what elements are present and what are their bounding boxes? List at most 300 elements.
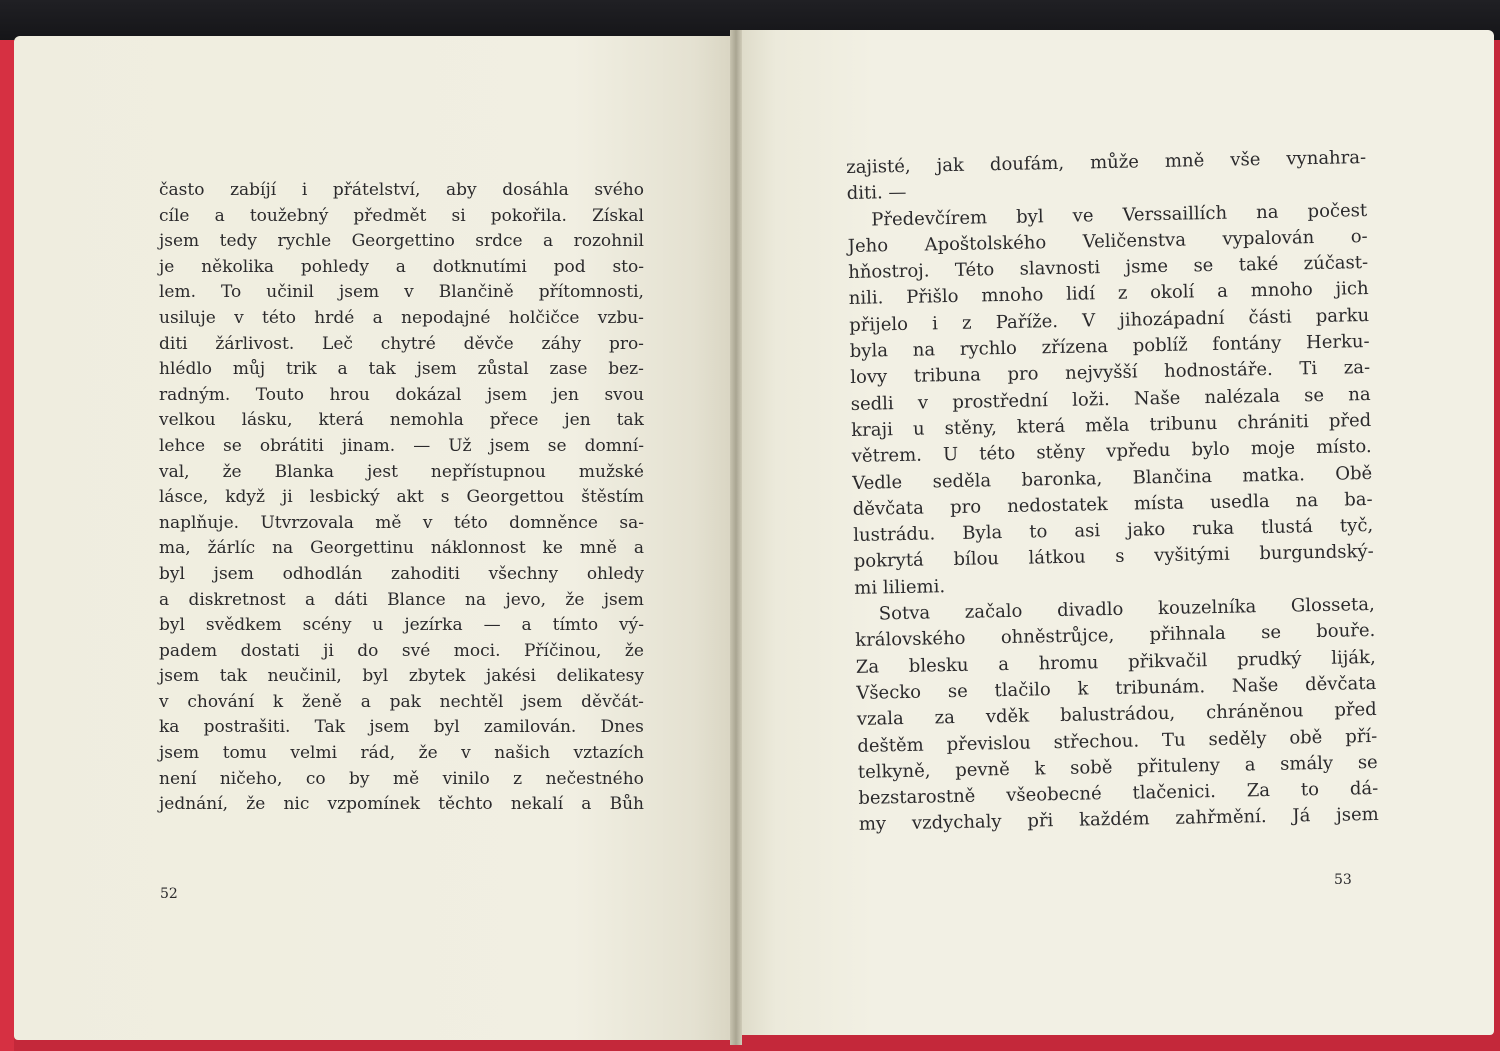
word: svědkem (205, 615, 282, 636)
word: začalo (964, 600, 1023, 623)
word: holčičce (508, 307, 580, 328)
word: zůstal (477, 359, 529, 380)
word: že (565, 589, 585, 610)
word: jsem (522, 691, 563, 712)
word: jich (1335, 278, 1369, 301)
word: liják, (1331, 646, 1376, 669)
word: této (453, 512, 488, 533)
word: kouzelníka (1157, 596, 1257, 620)
word: přátelství, (332, 180, 421, 200)
word: lustrádu. (853, 523, 936, 547)
word: ba- (1344, 488, 1373, 511)
word: co (305, 768, 326, 789)
word: místo. (1315, 436, 1372, 459)
word: ruka (1192, 517, 1235, 540)
word: Blančina (1132, 465, 1213, 489)
word: U (942, 444, 959, 466)
word: našich (494, 743, 551, 764)
word: mnoho (1250, 279, 1313, 302)
word: a (304, 589, 316, 610)
text-line (159, 690, 644, 716)
word: dotknutími (432, 256, 527, 277)
word: domněnce (509, 512, 598, 533)
word: divadlo (1056, 598, 1124, 622)
word: Utvrzovala (260, 512, 354, 533)
word: seděla (932, 469, 992, 492)
word: počest (1307, 199, 1368, 222)
word: jsem (416, 359, 457, 380)
word: to (1029, 521, 1048, 543)
word: zabíjí (230, 180, 277, 200)
word: akt (396, 487, 424, 508)
word: vzpomínek (327, 794, 421, 815)
text-line (159, 767, 644, 793)
word: mnoho (981, 284, 1044, 307)
word: my (858, 813, 887, 836)
word: Veličenstva (1082, 229, 1187, 253)
word: mně (579, 538, 617, 559)
word: bílou (953, 548, 1000, 571)
word: a (633, 538, 644, 559)
word: přijelo (849, 313, 909, 336)
word: nalézala (1204, 385, 1281, 408)
text-line (159, 255, 644, 281)
word: bylo (1191, 438, 1230, 461)
word: tyč, (1339, 515, 1374, 537)
word: není (159, 768, 197, 789)
word: postrašiti. (203, 717, 291, 738)
word: královského (855, 628, 966, 652)
word: se (1303, 384, 1325, 406)
word: i (301, 180, 308, 200)
word: Blančině (438, 282, 514, 303)
word: ohledy (586, 563, 644, 584)
word: matka. (1242, 463, 1306, 487)
word: Získal (592, 205, 644, 226)
word: — (483, 615, 501, 636)
word: z (961, 312, 972, 334)
word: na (465, 589, 487, 610)
word: bez- (608, 359, 644, 380)
word: děvčata (1304, 672, 1377, 696)
word: hodnostáře. (1164, 359, 1273, 383)
word: pevně (955, 758, 1011, 781)
word: obrátiti (259, 435, 324, 456)
word: všechny (488, 563, 559, 584)
word: balustrádou, (1059, 703, 1176, 727)
word: aby (446, 180, 477, 200)
word: byl (362, 666, 389, 687)
text-line (159, 613, 644, 639)
word: přikvačil (1127, 649, 1208, 673)
word: jsem (486, 384, 528, 405)
word: sa- (619, 512, 644, 533)
word: — (413, 435, 431, 456)
word: nechtěl (439, 691, 504, 712)
word: přihnala (1149, 623, 1227, 646)
word: chráněnou (1205, 700, 1304, 724)
word: své (401, 640, 431, 661)
word: vyšitými (1153, 544, 1230, 567)
word: doufám, (989, 152, 1065, 176)
word: byl (159, 615, 185, 636)
word: Paříže. (995, 310, 1059, 333)
word: že (624, 640, 644, 661)
word: prudký (1236, 647, 1302, 671)
word: Já (1292, 805, 1311, 827)
word: jednání, (159, 794, 229, 815)
word: před (1328, 409, 1372, 432)
word: jsem (1336, 804, 1379, 827)
word: o- (1350, 225, 1368, 248)
word: jen (552, 384, 579, 405)
word: nepřístupnou (430, 461, 546, 482)
word: každém (1078, 808, 1150, 832)
word: ve (1072, 204, 1094, 227)
word: jak (936, 154, 965, 177)
word: jezírka (404, 615, 463, 636)
word: s (440, 487, 450, 508)
word: ji (281, 487, 293, 508)
word: mužské (578, 461, 644, 482)
word: prostřední (952, 389, 1049, 413)
word: a (159, 589, 170, 610)
word: to (1300, 779, 1320, 801)
word: tak (368, 359, 396, 380)
word: dokázal (395, 384, 462, 405)
book-gutter (730, 30, 742, 1045)
word: těchto (438, 794, 493, 815)
word: vý- (619, 615, 644, 636)
word: jsem (603, 589, 644, 610)
word: naplňuje. (159, 512, 240, 533)
word: liliemi. (882, 575, 946, 599)
word: nepodajné (401, 307, 491, 328)
word: větrem. (851, 444, 923, 468)
word: v (234, 307, 244, 328)
word: tomu (222, 743, 267, 764)
word: a (581, 794, 592, 815)
word: scény (302, 615, 352, 636)
word: učinil (266, 282, 314, 303)
word: byl (159, 563, 185, 584)
word: V (1081, 310, 1096, 332)
word: Touto (255, 384, 305, 405)
text-line (159, 715, 644, 741)
word: přece (489, 410, 539, 431)
word: v (159, 691, 169, 712)
word: stěny (1036, 441, 1086, 464)
word: části (1248, 306, 1292, 329)
word: vinilo (442, 768, 490, 789)
word: této (262, 307, 296, 328)
word: ke (542, 538, 563, 559)
word: jsem (369, 717, 410, 738)
word: lidí (1065, 283, 1096, 306)
text-line (159, 460, 644, 486)
word: se (223, 435, 242, 456)
word: hňostroj. (848, 260, 930, 284)
word: na (1348, 383, 1371, 406)
word: srdce (475, 231, 523, 252)
word: domní- (584, 435, 644, 456)
word: jsem (338, 282, 380, 303)
word: bezstarostně (858, 785, 976, 810)
word: pro (949, 496, 982, 518)
word: nili. (848, 287, 884, 310)
word: děvčata (852, 497, 925, 520)
word: nečestného (545, 768, 644, 789)
word: u (372, 615, 384, 636)
word: tlačilo (994, 679, 1051, 702)
word: Přišlo (906, 286, 959, 309)
word: Vedle (852, 471, 903, 494)
word: tak (219, 666, 248, 687)
word: může (1089, 151, 1140, 174)
word: si (451, 205, 466, 226)
word: tedy (219, 231, 258, 252)
word: diti. (846, 182, 889, 205)
word: Dnes (600, 717, 644, 738)
word: a (521, 615, 532, 636)
word: k (1077, 678, 1089, 700)
word: poblíž (1132, 334, 1188, 357)
word: pohledy (300, 256, 369, 277)
word: svého (594, 180, 644, 200)
word: všeobecné (1006, 783, 1102, 807)
word: telkyně, (857, 760, 931, 783)
word: do (357, 640, 379, 661)
right-page-text (846, 145, 1379, 839)
word: štěstím (581, 487, 644, 508)
word: Tak (314, 717, 346, 738)
word: burgundský- (1259, 541, 1374, 565)
word: neučinil, (267, 666, 342, 687)
word: nekalí (510, 794, 564, 815)
word: můj (232, 359, 266, 380)
word: a (1244, 754, 1256, 776)
word: radným. (159, 384, 231, 405)
word: náklonnost (430, 538, 526, 559)
word: pro (1007, 363, 1039, 386)
text-line (159, 562, 644, 588)
word: jest (367, 461, 398, 482)
word: jako (1126, 519, 1166, 541)
word: v (404, 282, 414, 303)
word: ženě (301, 691, 342, 712)
word: Už (448, 435, 472, 456)
word: Sotva (878, 602, 931, 625)
word: byl (433, 717, 460, 738)
text-line (159, 383, 644, 409)
word: na (1255, 201, 1279, 223)
text-line (159, 408, 644, 434)
word: že (418, 743, 438, 764)
word: a (360, 691, 371, 712)
word: tribuna (913, 364, 982, 388)
word: jsem (489, 435, 530, 456)
word: svou (604, 384, 644, 405)
word: To (221, 282, 242, 303)
word: a (395, 256, 406, 277)
word: mi (854, 577, 884, 599)
word: že (222, 461, 242, 482)
word: na (272, 538, 294, 559)
word: hlédlo (159, 359, 213, 380)
word: okolí (1150, 281, 1195, 304)
word: baronka, (1021, 467, 1103, 491)
word: cíle (159, 205, 190, 226)
word: přituleny (1136, 754, 1221, 778)
word: k (1034, 758, 1046, 780)
word: mě (375, 512, 402, 533)
word: se (1193, 255, 1214, 277)
word: děvče (463, 333, 514, 354)
word: dostati (240, 640, 300, 661)
word: ničeho, (219, 768, 283, 789)
word: látkou (1028, 546, 1086, 570)
word: deštěm (857, 734, 924, 757)
word: asi (1074, 520, 1101, 542)
word: a (337, 359, 348, 380)
word: lovy (850, 366, 888, 389)
word: lásku, (241, 410, 293, 431)
word: na (912, 339, 936, 361)
word: parku (1315, 304, 1370, 327)
word: když (225, 487, 265, 508)
word: dáti (334, 589, 368, 610)
word: u (912, 418, 925, 440)
text-line (159, 229, 644, 255)
text-line (159, 511, 644, 537)
word: záhy (541, 333, 582, 354)
word: ma, (159, 538, 191, 559)
word: chrániti (1237, 411, 1309, 434)
word: pokořila. (490, 205, 567, 226)
word: jsem (213, 563, 254, 584)
word: Blanka (274, 461, 335, 482)
word: s (1115, 546, 1125, 568)
word: Georgettou (466, 487, 565, 508)
word: slavnosti (1019, 257, 1101, 280)
word: která (318, 410, 364, 431)
word: loži. (1071, 388, 1110, 411)
word: seděly (1208, 727, 1267, 750)
text-line (159, 639, 644, 665)
word: Bůh (609, 794, 644, 815)
text-line (159, 536, 644, 562)
word: ji (323, 640, 334, 661)
word: se (1260, 622, 1282, 644)
word: při (1027, 810, 1054, 833)
text-line (159, 178, 644, 204)
word: hromu (1038, 651, 1099, 675)
word: zřízena (1041, 336, 1109, 359)
word: z (1117, 283, 1128, 305)
word: a (543, 231, 554, 252)
word: rychlo (959, 337, 1018, 360)
word: k (272, 691, 284, 712)
word: místa (1133, 492, 1185, 515)
word: rozohnil (573, 231, 644, 252)
word: a (998, 653, 1010, 675)
word: velmi (290, 743, 338, 764)
word: jen (564, 410, 591, 431)
word: a (214, 205, 225, 226)
word: nejvyšší (1064, 361, 1138, 385)
page-number-left: 52 (160, 886, 178, 902)
word: sobě (1069, 756, 1113, 779)
word: vzbu- (597, 307, 644, 328)
word: diskretnost (188, 589, 286, 610)
word: Apoštolského (924, 232, 1047, 256)
word: rychle (277, 231, 332, 252)
word: chytré (380, 333, 436, 354)
word: v (422, 512, 433, 533)
word: stěny, (944, 417, 998, 440)
word: Glosseta, (1290, 593, 1375, 617)
word: Byla (962, 522, 1003, 544)
word: ohněstrůjce, (1000, 625, 1115, 649)
word: Verssaillích (1122, 202, 1228, 226)
word: Georgettinu (310, 538, 415, 559)
word: této (979, 443, 1016, 465)
text-line (159, 204, 644, 230)
word: měla (1084, 414, 1130, 437)
word: — (888, 182, 907, 204)
word: lem. (159, 282, 197, 303)
text-line (159, 306, 644, 332)
text-line (159, 434, 644, 460)
word: vztazích (573, 743, 644, 764)
word: Za (855, 656, 880, 678)
word: i (931, 313, 939, 335)
word: diti (159, 333, 188, 354)
word: tribunám. (1115, 676, 1206, 699)
word: sedli (850, 392, 894, 415)
word: lesbický (309, 487, 380, 508)
word: přítomnosti, (538, 282, 644, 303)
word: dosáhla (502, 180, 569, 200)
left-page (14, 36, 736, 1040)
word: Georgettino (351, 231, 455, 252)
word: vše (1230, 149, 1261, 171)
word: vpředu (1106, 440, 1171, 463)
text-line (159, 485, 644, 511)
word: jsem (159, 231, 200, 252)
word: vzala (856, 708, 904, 731)
word: předmět (353, 205, 427, 226)
word: moci. (453, 640, 501, 661)
word: jakési (486, 666, 536, 687)
word: tak (616, 410, 644, 431)
word: jevo, (505, 589, 547, 610)
word: blesku (908, 654, 969, 677)
right-page (736, 30, 1494, 1035)
word: delikatesy (556, 666, 644, 687)
word: hrou (329, 384, 370, 405)
word: jsem (159, 743, 200, 764)
word: v (461, 743, 471, 764)
word: která (1016, 415, 1066, 438)
word: tímto (552, 615, 599, 636)
word: velkou (159, 410, 216, 431)
word: převislou (946, 732, 1031, 755)
word: padem (159, 640, 218, 661)
word: v (917, 392, 929, 414)
word: jsme (1125, 256, 1169, 278)
word: Všecko (856, 681, 922, 704)
